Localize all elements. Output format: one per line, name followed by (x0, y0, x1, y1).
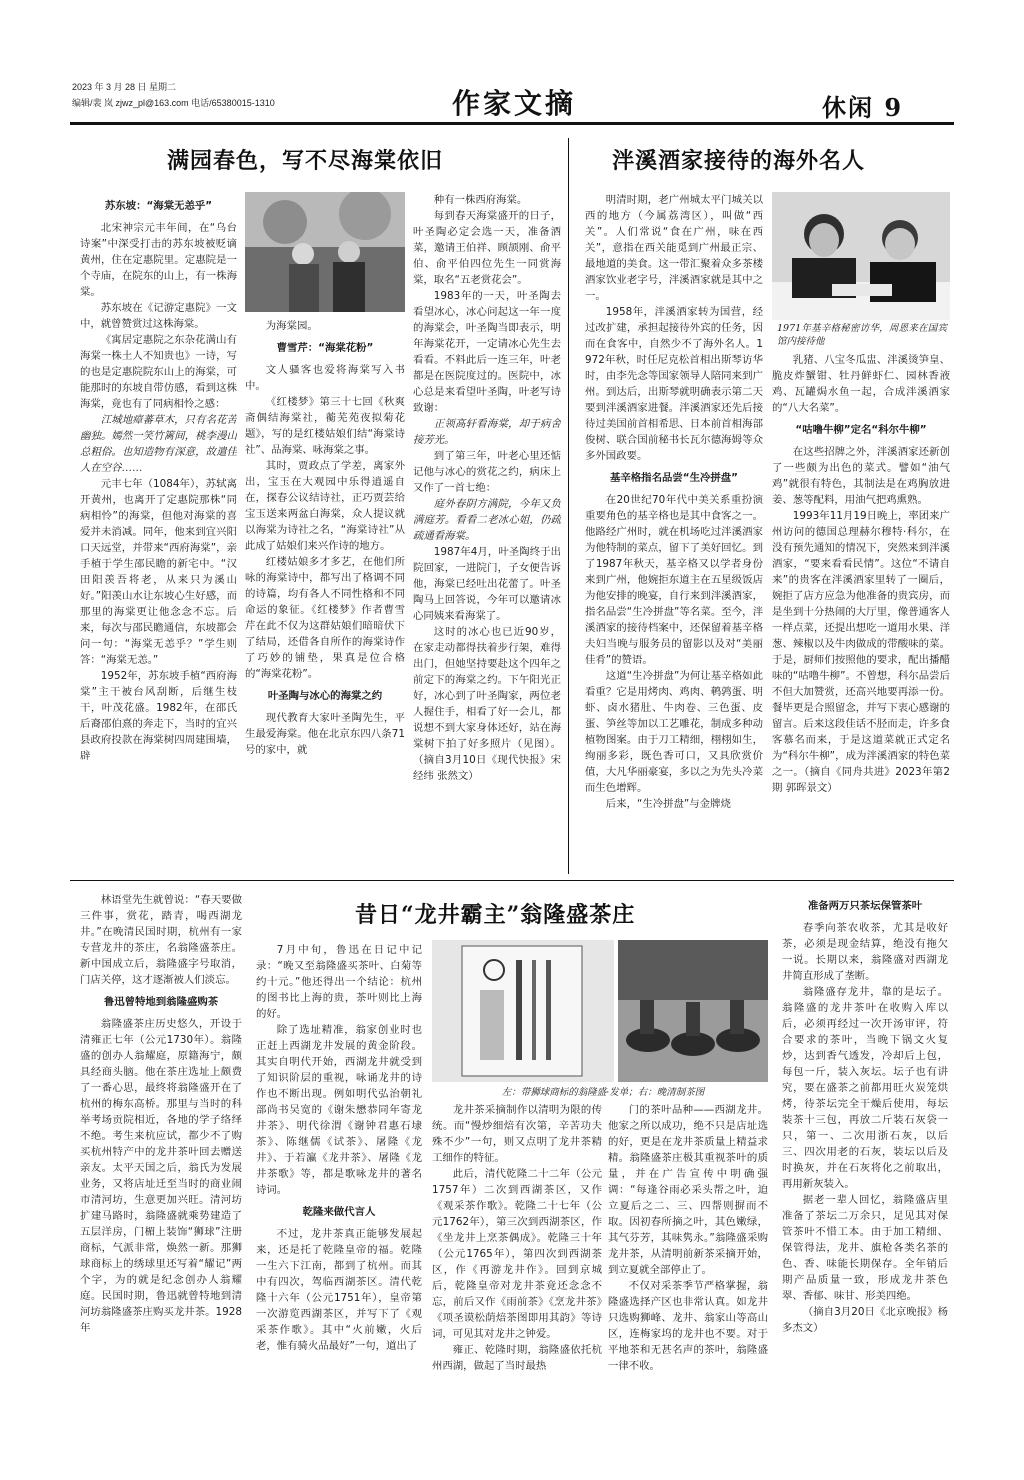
section-title: 休闲 9 (822, 93, 904, 122)
paragraph: 在这些招牌之外，泮溪酒家还新创了一些颇为出色的菜式。譬如“油气鸡”就很有特色，其制法是在鸡胸放进姜、葱等配料，用油气把鸡熏熟。 (772, 446, 950, 506)
paragraph: 龙井茶采摘制作以清明为限的传统。而“慢炒细焙有次第，辛苦功夫殊不少”一句，则又点明了龙井茶精工细作的特征。 (432, 1104, 602, 1164)
paragraph: 《红楼梦》第三十七回《秋爽斋偶结海棠社，蘅芜苑夜拟菊花题》，写的是红楼姑娘们结“海棠诗社”、品海棠、咏海棠之事。 (245, 396, 405, 456)
paragraph: 据老一辈人回忆，翁隆盛店里准备了茶坛二万余只，足见其对保管茶叶不惜工本。由于加工精细、保管得法，龙井、旗枪各类名茶的色、香、味能长期保存。全年销后期产品质量一致，形成龙井茶色翠、香郁、味甘、形美四绝。 (782, 1194, 948, 1302)
paragraph: 乳猪、八宝冬瓜盅、泮溪烫笋皇、脆皮炸蟹钳、牡丹鲜虾仁、园林香液鸡、瓦罐焗水鱼一起，合成泮溪酒家的“八大名菜”。 (772, 354, 950, 414)
photo-kissinger-zhou (772, 192, 950, 320)
photo-elders-with-begonia (245, 192, 405, 312)
paragraph: 1983年的一天，叶圣陶去看望冰心，冰心问起这一年一度的海棠会，叶圣陶当即表示，明年海棠花开，一定请冰心先生去看看。不料此后一连三年，叶老都是在医院度过的。医院中，冰心总是来看望叶圣陶，叶老写诗致谢： (413, 290, 561, 414)
photo-illustration (772, 192, 950, 320)
paragraph: 每到春天海棠盛开的日子，叶圣陶必定会选一天，准备酒菜，邀请王伯祥、顾颉刚、俞平伯、俞平伯四位先生一同赏海棠，取名“五老赏花会”。 (413, 210, 561, 286)
paragraph: 文人骚客也爱将海棠写入书中。 (245, 364, 405, 392)
paragraph: 在20世纪70年代中美关系重扮演重要角色的基辛格也是其中食客之一。他路经广州时，就在机场吃过泮溪酒家为他特制的菜点，留下了美好回忆。到了1987年秋天，基辛格又以学者身份来到广州，他婉拒东道主在五星级饭店为他安排的晚宴，自行来到泮溪酒家，指名品尝“生冷拼盘”等名菜。至今，泮溪酒家的接待档案中，还保留着基辛格夫妇当晚与服务员的留影以及对“美丽佳肴”的赞语。 (585, 494, 763, 666)
article-column (245, 318, 405, 878)
paragraph: 北宋神宗元丰年间，在“乌台诗案”中深受打击的苏东坡被贬谪黄州，住在定惠院里。定惠院是一个寺庙，在院东的山上，有一株海棠。 (80, 222, 237, 298)
paragraph: 到了第三年，叶老心里还惦记他与冰心的赏花之约，病床上又作了一首七绝： (413, 450, 561, 494)
paragraph: 春季向茶农收茶，尤其是收好茶，必须是现金结算，绝没有拖欠一说。长期以来，翁隆盛对西湖龙井简直形成了垄断。 (782, 922, 948, 982)
paragraph: 1993年11月19日晚上，率团来广州访问的德国总理赫尔穆特·科尔，在没有预先通知的情况下，突然来到泮溪酒家，“要来看看民情”。这位“不请自来”的贵客在泮溪酒家里转了一圈后，婉拒了店方应急为他准备的贵宾房，而是坐到十分热闹的大厅里，像普通客人一样点菜，还提出想吃一道用水果、洋葱、辣椒以及牛肉做成的带酸味的菜。于是，厨师们按照他的要求，配出播醋味的“咕噜牛柳”。不曾想，科尔品尝后不但大加赞赏，还高兴地要再添一份。餐毕更是合照留念，并写下衷心感谢的留言。后来这段佳话不胫而走，许多食客慕名而来，于是这道菜就正式定名为“科尔牛柳”，成为泮溪酒家的特色菜之一。（摘自《同舟共进》2023年第2期 郭晖景文） (772, 510, 950, 794)
paragraph: 1952年，苏东坡手植“西府海棠”主干被台风刮断，后继生枝干，叶茂花盛。1982年，在邵氏后裔邵伯熹的奔走下，当时的宜兴县政府投款在海棠树四周建围墙，辟 (80, 670, 237, 762)
paragraph: 翁隆盛茶庄历史悠久，开设于清雍正七年（公元1730年）。翁隆盛的创办人翁耀庭，原籍海宁，颇具经商头脑。他在茶庄选址上颇费了一番心思，最终将翁隆盛开在了杭州的梅东高桥。那里与当时的科举考场贡院相近，各地的学子络绎不绝。考生来杭应试，都少不了购买杭州特产中的龙井茶叶回去赠送亲友。太平天国之后，翁氏为发展业务，又将店址迁至当时的商业闹市清河坊，生意更加兴旺。清河坊扩建马路时，翁隆盛就乘势建造了五层洋房，门楣上装饰“狮球”注册商标，气派非常，焕然一新。那狮球商标上的绣球里还写着“耀记”两个字，为的就是纪念创办人翁耀庭。民国时期，鲁迅就曾特地到清河坊翁隆盛茶庄购买龙井茶。1928年 (80, 1018, 242, 1334)
subheading: 准备两万只茶坛保管茶叶 (807, 900, 923, 912)
article-column (772, 352, 950, 878)
paragraph: 1987年4月，叶圣陶终于出院回家，一进院门，子女便告诉他，海棠已经吐出花蕾了。叶圣陶马上回答说，今年可以邀请冰心同姨来看海棠了。 (413, 546, 561, 622)
paragraph: 翁隆盛存龙井，靠的是坛子。翁隆盛的龙井茶叶在收购入库以后，必须再经过一次开汤审评，符合要求的茶叶，当晚下锅文火复炒，达到香气透发，冷却后上包，每包一斤，装入灰坛。坛子也有讲究，要在盛茶之前都用旺火炭笼烘烤，待茶坛完全干燥后使用，每坛装茶十三包，再放二斤装石灰袋一只，第一、二次用浙石灰，以后三、四次用老的石灰，装坛以后及时换灰，并在石灰将化之前取出，再用新灰装入。 (782, 986, 948, 1190)
photo-caption: 左：带狮球商标的翁隆盛·发单；右：晚清制茶图 (501, 1087, 705, 1098)
paragraph: 不仅对采茶季节严格掌握，翁隆盛选择产区也非常认真。如龙井只选购狮峰、龙井、翁家山等高山区，连梅家坞的龙井也不要。对于平地茶和无甚名声的茶叶，翁隆盛一律不收。 (608, 1280, 768, 1372)
photo-illustration (618, 940, 768, 1082)
photo-tea-making (618, 940, 768, 1082)
subheading: 叶圣陶与冰心的海棠之约 (267, 690, 383, 702)
paragraph: 其时，贾政点了学差，离家外出，宝玉在大观园中乐得逍遥自在，探春公议结诗社，正巧贾芸给宝玉送来两盆白海棠，众人提议就以海棠为诗社之名，“海棠诗社”从此成了姑娘们来兴作诗的地方。 (245, 460, 405, 552)
subheading: “咕噜牛柳”定名“科尔牛柳” (795, 424, 927, 436)
paragraph: 此后，清代乾隆二十二年（公元1757年）二次到西湖茶区，又作《观采茶作歌》。乾隆二十七年（公元1762年），第三次到西湖茶区，作《坐龙井上烹茶偶成》。乾隆三十年（公元1765年），第四次到西湖茶区，作《再游龙井作》。回到京城后，乾隆皇帝对龙井茶竟还念念不忘，前后又作《雨前茶》《烹龙井茶》《项圣谟松荫焙茶图即用其韵》等诗词，可见其对龙井之钟爱。 (432, 1168, 602, 1340)
subheading: 基辛格指名品尝“生冷拼盘” (610, 472, 738, 484)
paragraph: 这时的冰心也已近90岁，在家走动都得扶着步行架，难得出门，但她坚持要赴这个四年之前定下的海棠之约。下午阳光正好，冰心到了叶圣陶家，两位老人握住手，相看了好一会儿，都说想不到大家身体还好，站在海棠树下拍了好多照片（见图）。（摘自3月10日《现代快报》宋经纬 张然文） (413, 626, 561, 782)
section-rule (70, 880, 954, 881)
subheading: 乾隆来做代言人 (302, 1206, 376, 1218)
paragraph: 1958年，泮溪酒家转为国营，经过改扩建，承担起接待外宾的任务，因而在食客中，自然少不了海外名人。1972年秋，时任尼克松首相出斯琴访华时，由李先念等国家领导人陪同来到广州。到达后，出斯琴就明确表示第二天要到泮溪酒家进餐。泮溪酒家还先后接待过美国前首相希思、日本前首相海部俊树、联合国前秘书长瓦尔德海姆等众多外国政要。 (585, 306, 763, 462)
paragraph: 林语堂先生就曾说：“春天要做三件事，赏花，踏青，喝西湖龙井。”在晚清民国时期，杭州有一家专营龙井的茶庄，名翁隆盛茶庄。新中国成立后，翁隆盛字号取消，门店关停，这才逐渐被人们淡忘。 (80, 894, 242, 986)
subheading: 苏东坡：“海棠无恙乎” (104, 200, 213, 212)
article-column (413, 192, 561, 878)
paragraph: 元丰七年（1084年），苏轼离开黄州，也离开了定惠院那株“同病相怜”的海棠，但他对海棠的喜爱并未消减。同年，他来到宜兴阳口天远堂，并带来“西府海棠”，亲手植于学生邵民瞻的新宅中。“汉田阳羡吾将老，从来只为溪山好。”阳羡山水让东坡心生好感，而那里的海棠更让他念念不忘。后来，每次与邵民瞻通信，东坡都会问一句：“海棠无恙乎？”学生则答：“海棠无恙。” (80, 478, 237, 666)
paragraph: 《寓居定惠院之东杂花满山有海棠一株土人不知贵也》一诗，写的也是定惠院院东山上的海棠，可能那时的东坡自带仿感，看到这株海棠，竟也有了同病相怜之感： (80, 334, 237, 410)
paragraph: 除了选址精准，翁家创业时也正赶上西湖龙井发展的黄金阶段。其实自明代开始，西湖龙井就受到了知识阶层的重视，咏诵龙井的诗作也不断出现。例如明代弘治朝礼部尚书吴宽的《谢朱懋恭同年寄龙井茶》、明代徐渭《谢钟君惠石埭茶》、陈继儒《试茶》、屠隆《龙井》、于若瀛《龙井茶》、屠隆《龙井茶歌》等，都是歌咏龙井的著名诗词。 (256, 1024, 422, 1196)
subheading: 曹雪芹：“海棠花粉” (276, 342, 374, 354)
photo-illustration (432, 940, 614, 1082)
article-column (80, 192, 237, 878)
paragraph: 7月中旬，鲁迅在日记中记录：“晚又至翁隆盛买茶叶、白菊等约十元。”他还得出一个结论：杭州的图书比上海的贵，茶叶则比上海的好。 (256, 944, 422, 1020)
issue-date: 2023 年 3 月 28 日 星期二 (72, 82, 177, 92)
paragraph: 明清时期，老广州城太平门城关以西的地方（今属荔湾区），叫做“西关”。人们常说“食在广州，味在西关”，意指在西关能觅到广州最正宗、最地道的美食。这一带汇聚着众多茶楼酒家饮业老字号，泮溪酒家就是其中之一。 (585, 194, 763, 302)
article-column (608, 1102, 768, 1428)
paragraph: 不过，龙井茶真正能够发展起来，还是托了乾隆皇帝的福。乾隆一生六下江南，都到了杭州。而其中有四次，驾临西湖茶区。清代乾隆十六年（公元1751年），皇帝第一次游览西湖茶区，并写下了《观采茶作歌》。其中“火前嫩，火后老，惟有骑火品最好”一句，道出了 (256, 1228, 422, 1352)
photo-illustration (245, 192, 405, 312)
article-column (585, 192, 763, 878)
editor-contact: 编辑/裴 岚 zjwz_pl@163.com 电话/65380015-1310 (72, 98, 275, 108)
paragraph: （摘自3月20日《北京晚报》杨多杰文） (782, 1306, 948, 1334)
poem-quote: 正领高轩看海棠，却于病舍接芳光。 (413, 418, 561, 446)
article-column (256, 942, 422, 1428)
paragraph: 雍正、乾隆时期，翁隆盛依托杭州西湖，做起了当时最热 (432, 1344, 602, 1372)
article-headline-panxi: 泮溪酒家接待的海外名人 (612, 148, 866, 174)
subheading: 鲁迅曾特地到翁隆盛购茶 (103, 996, 219, 1008)
poem-quote: 庭外春阴方满院，今年又负满庭芳。看看二老冰心姐，仍疏疏通看海棠。 (413, 498, 561, 542)
article-headline-tea: 昔日“龙井霸主”翁隆盛茶庄 (355, 902, 636, 928)
paragraph: 种有一株西府海棠。 (433, 194, 528, 206)
article-column (432, 1102, 602, 1428)
paragraph: 后来，“生冷拼盘”与金牌烧 (605, 798, 731, 810)
article-column (80, 892, 242, 1428)
photo-receipt (432, 940, 614, 1082)
column-divider (568, 138, 569, 874)
paragraph: 门的茶叶品种——西湖龙井。他家之所以成功，绝不只是店址选的好，更是在龙井茶质量上精益求精。翁隆盛茶庄极其重视茶叶的质量，并在广告宣传中明确强调：“每逢谷雨必采头帮之叶，迫立夏后之二、三、四帮则摒而不取。因初春所摘之叶，其色嫩绿，其气芬芳，其味隽永。”翁隆盛采购龙井茶，从清明前新茶采摘开始，到立夏就全部停止了。 (608, 1104, 768, 1276)
paragraph: 红楼姑娘多才多艺，在他们所咏的海棠诗中，都写出了格调不同的诗篇，均有各人不同性格和不同命运的象征。《红楼梦》作者曹雪芹在此不仅为这群姑娘们暗暗伏下了结局，还借各自所作的海棠诗作了巧妙的铺垫，果真是位合格的“海棠花粉”。 (245, 556, 405, 680)
paragraph: 这道“生冷拼盘”为何让基辛格如此看重？它是用烤肉、鸡肉、鹌鹑蛋、明虾、卤水猪肚、牛肉卷、三色蛋、皮蛋、笋丝等加以工艺雕花，制成多种动植物图案。由于刀工精细，栩栩如生，绚丽多彩，既色香可口，又具欣赏价值，大凡华丽豪宴，多以之为先头冷菜而生色增辉。 (585, 670, 763, 794)
photo-caption: 为海棠园。 (265, 320, 318, 332)
paragraph: 苏东坡在《记游定惠院》一文中，就曾赞赏过这株海棠。 (80, 302, 237, 330)
masthead: 作家文摘 (452, 87, 577, 120)
article-column (782, 892, 948, 1440)
article-headline-begonia: 满园春色，写不尽海棠依旧 (167, 148, 444, 174)
paragraph: 现代教育大家叶圣陶先生，平生最爱海棠。他在北京东四八条71号的家中，就 (245, 712, 405, 756)
header-rule (70, 122, 954, 125)
photo-caption: 1971年基辛格秘密访华，周恩来在国宾馆内接待他 (777, 323, 947, 347)
poem-quote: 江城地瘴蕃草木，只有名花苦幽独。嫣然一笑竹篱间，桃李漫山总粗俗。也知造物有深意，故遣佳人在空谷…… (80, 414, 237, 474)
